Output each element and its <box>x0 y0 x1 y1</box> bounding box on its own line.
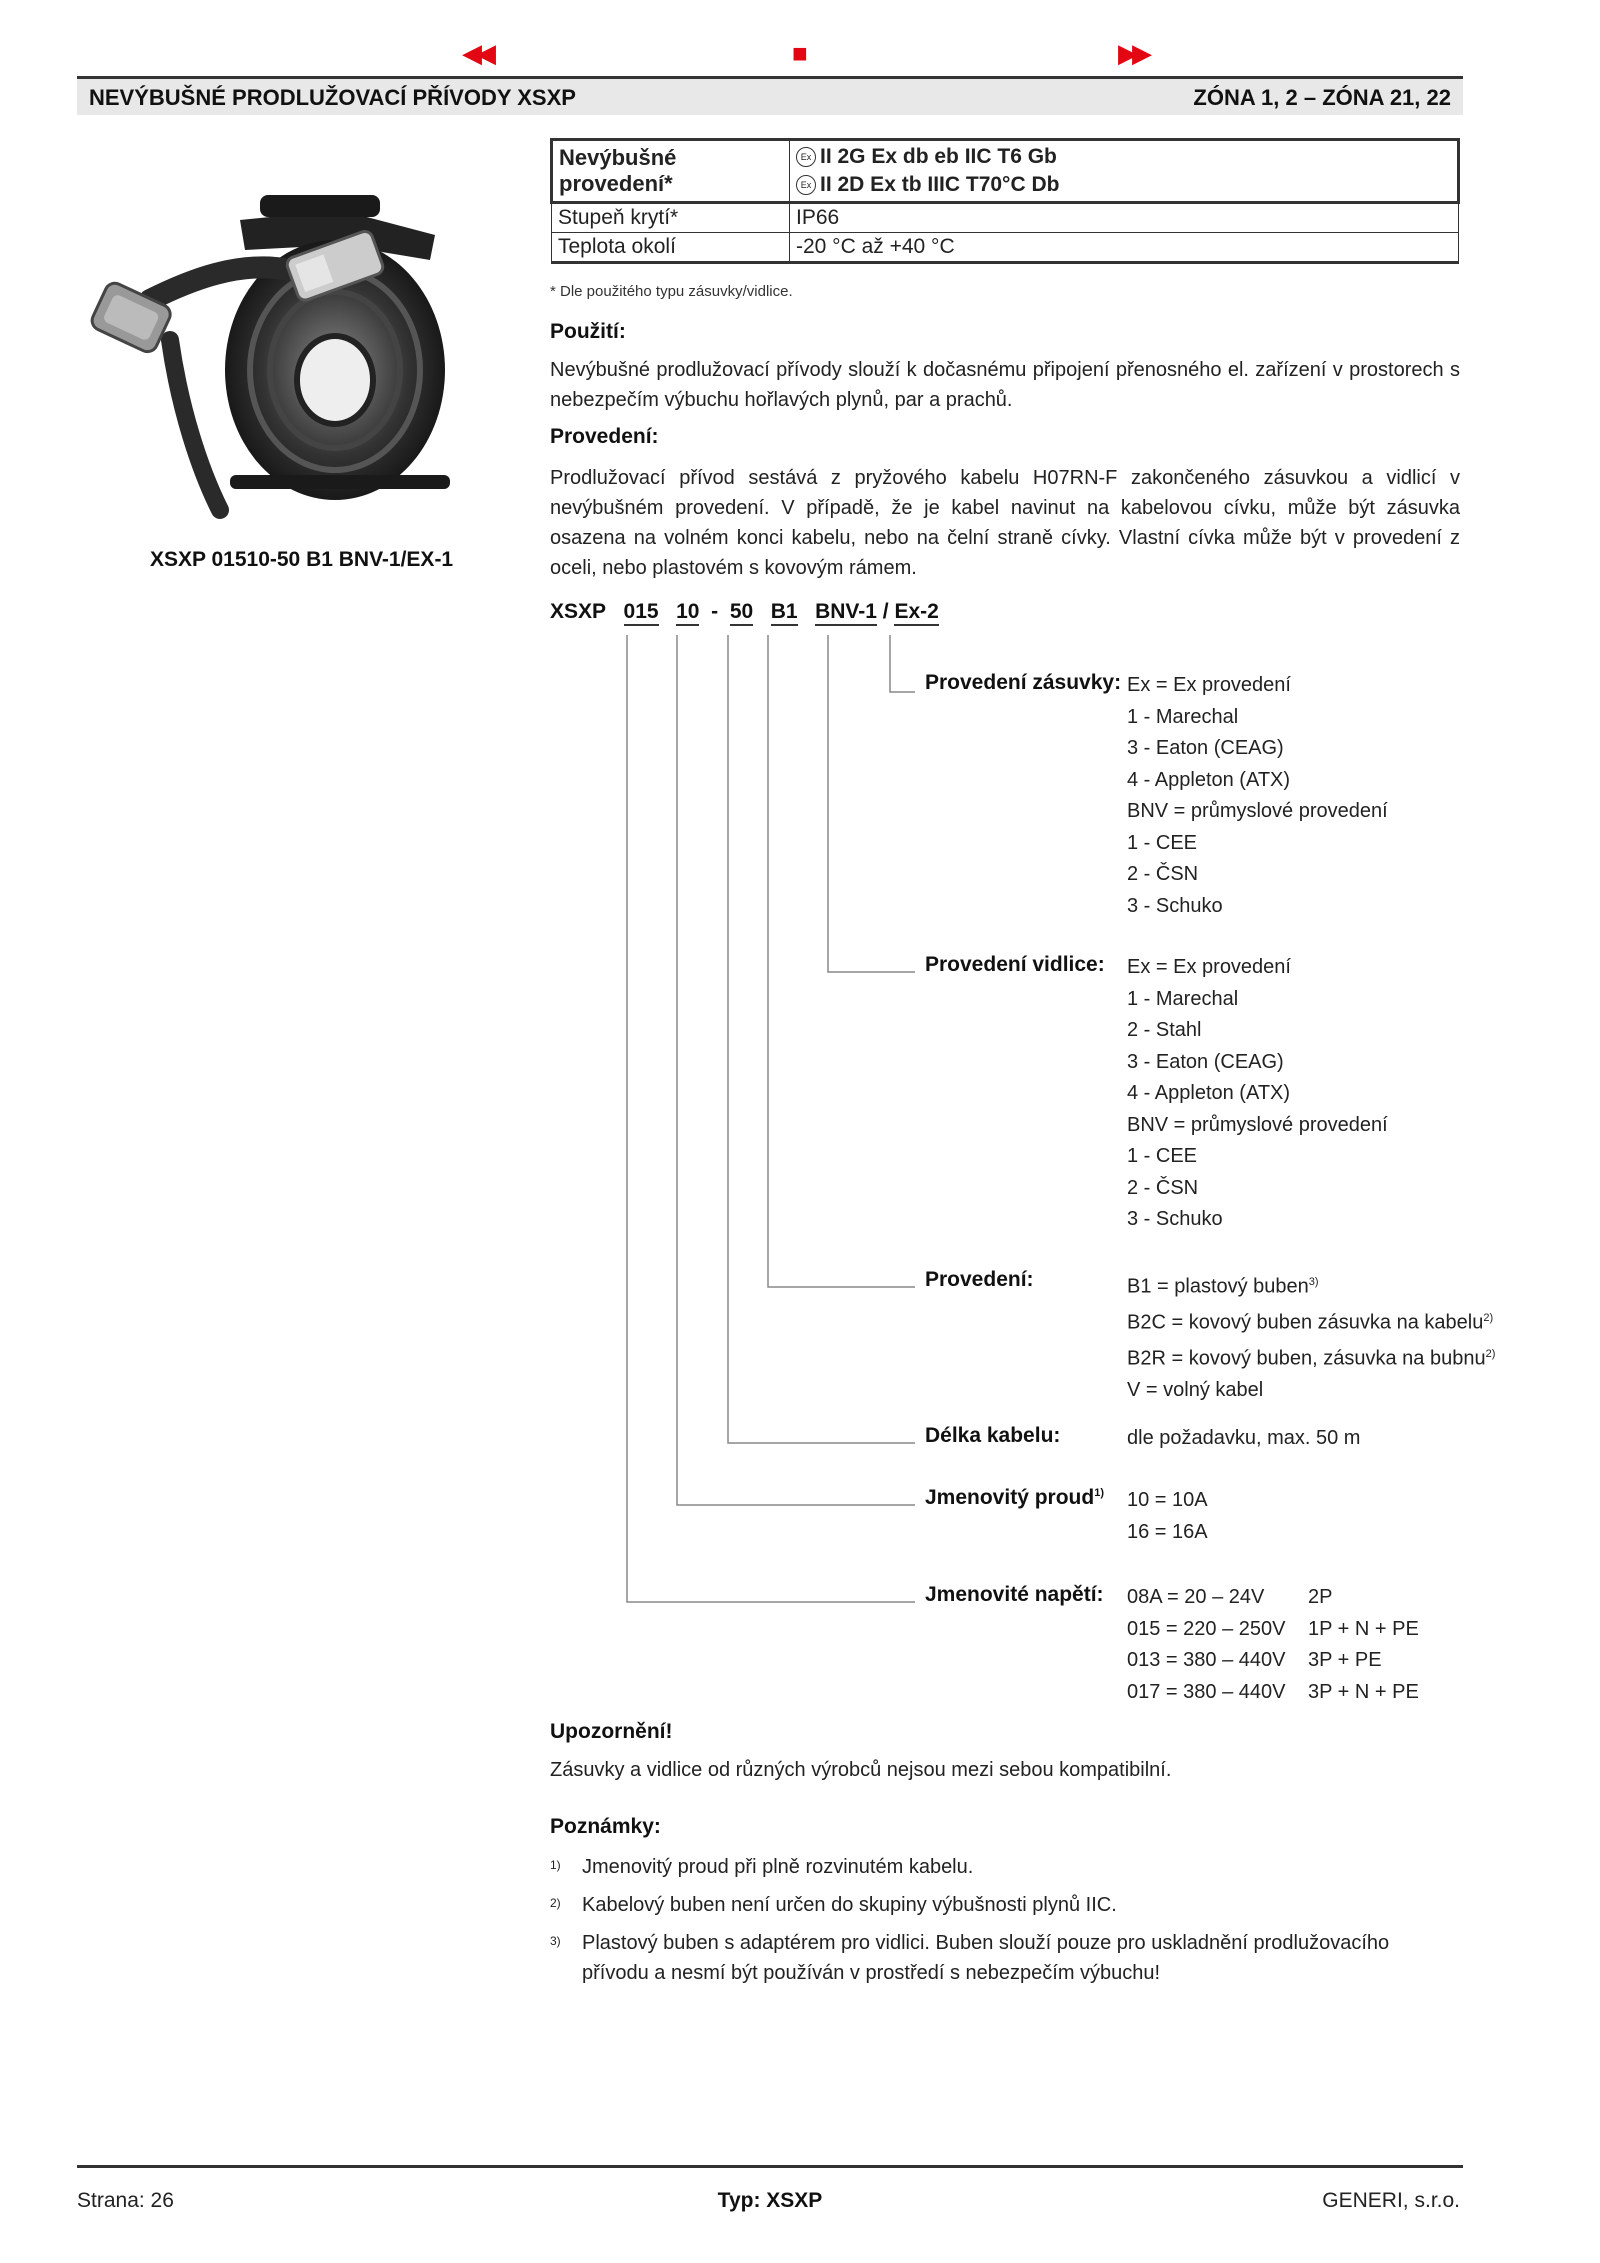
voltage-row: 017 = 380 – 440V 3P + N + PE <box>1127 1680 1419 1703</box>
voltage-row: 013 = 380 – 440V 3P + PE <box>1127 1649 1382 1671</box>
value-line: 1 - Marechal <box>1127 705 1239 728</box>
warning-heading: Upozornění! <box>550 1720 673 1743</box>
value-line: Ex = Ex provedení <box>1127 956 1291 978</box>
value-line: 2 - ČSN <box>1127 863 1199 885</box>
note-text: Plastový buben s adaptérem pro vidlici. Buben slouží pouze pro uskladnění prodlužovacího přívodu a nesmí být používán v prostředí s nebezpečím výbuchu! <box>582 1932 1390 1984</box>
value-line: 3 - Schuko <box>1127 894 1223 917</box>
value-line: BNV = průmyslové provedení <box>1127 800 1388 822</box>
value-line: 1 - Marechal <box>1127 987 1239 1010</box>
rated-current-label: Jmenovitý proud$^{1)}$ <box>925 1486 1104 1509</box>
value-line: B2C = kovový buben zásuvka na kabelu$^{2)}$ <box>1127 1311 1494 1334</box>
design-heading: Provedení: <box>550 425 659 448</box>
design-text: Prodlužovací přívod sestává z pryžového kabelu H07RN-F zakončeného zásuvkou a vidlicí v nevýbušném provedení. V případě, že je kabel navinut na kabelovou cívku, může být zásuvka osazena na volném konci kabelu, nebo na čelní straně cívky. Vlastní cívka může být v provedení z oceli, nebo plastovém s kovovým rámem. <box>550 467 1460 579</box>
stop-icon[interactable]: ■ <box>792 38 808 68</box>
product-caption: XSXP 01510-50 B1 BNV-1/EX-1 <box>150 548 454 571</box>
note-text: Jmenovitý proud při plně rozvinutém kabelu. <box>582 1856 974 1878</box>
value-line: dle požadavku, max. 50 m <box>1127 1427 1361 1449</box>
rated-voltage-label: Jmenovité napětí: <box>925 1583 1104 1606</box>
socket-design-values <box>1127 670 1388 922</box>
note-item <box>550 1852 1460 1882</box>
note-item <box>550 1928 1460 1988</box>
value-line: V = volný kabel <box>1127 1379 1264 1402</box>
value-line: 3 - Eaton (CEAG) <box>1127 1050 1284 1073</box>
spec-value: -20 °C až +40 °C <box>790 233 1459 263</box>
note-item <box>550 1890 1460 1920</box>
code-separator: - <box>711 600 719 623</box>
value-line: 2 - Stahl <box>1127 1019 1202 1041</box>
value-line: 3 - Schuko <box>1127 1208 1223 1230</box>
zone-label: ZÓNA 1, 2 – ZÓNA 21, 22 <box>1193 85 1451 110</box>
next-page-icon[interactable]: ▶▶ <box>1118 38 1146 68</box>
plug-design-label: Provedení vidlice: <box>925 953 1105 976</box>
note-number: 2) <box>550 1896 561 1910</box>
voltage-row: 015 = 220 – 250V 1P + N + PE <box>1127 1617 1419 1640</box>
warning-text: Zásuvky a vidlice od různých výrobců nejsou mezi sebou kompatibilní. <box>550 1759 1172 1781</box>
value-line: 4 - Appleton (ATX) <box>1127 1082 1291 1104</box>
voltage-row: 08A = 20 – 24V 2P <box>1127 1586 1333 1608</box>
previous-page-icon[interactable]: ◀◀ <box>462 38 490 68</box>
spec-footnote: * Dle použitého typu zásuvky/vidlice. <box>550 283 793 300</box>
code-segment-current: 10 <box>676 600 699 626</box>
code-separator: / <box>882 600 889 623</box>
spec-label: Stupeň krytí* <box>552 203 790 233</box>
note-text: Kabelový buben není určen do skupiny výbušnosti plynů IIC. <box>582 1894 1117 1916</box>
value-line: B2R = kovový buben, zásuvka na bubnu$^{2)}$ <box>1127 1347 1496 1370</box>
spec-value-line: II 2D Ex tb IIIC T70°C Db <box>820 173 1060 196</box>
value-line: 3 - Eaton (CEAG) <box>1127 737 1284 759</box>
value-line: 2 - ČSN <box>1127 1176 1199 1199</box>
footer-type: Typ: XSXP <box>717 2189 823 2212</box>
spec-value: IP66 <box>790 203 1459 233</box>
value-line: 10 = 10A <box>1127 1489 1208 1511</box>
cable-length-values <box>1127 1423 1360 1455</box>
code-segment-plug: BNV-1 <box>815 600 877 626</box>
note-number: 3) <box>550 1934 561 1948</box>
value-line: Ex = Ex provedení <box>1127 674 1291 696</box>
rated-current-values <box>1127 1485 1208 1548</box>
value-line: B1 = plastový buben$^{3)}$ <box>1127 1275 1319 1298</box>
footer-rule <box>77 2165 1463 2168</box>
spec-label: Teplota okolí <box>552 233 790 263</box>
ex-mark-icon: Ex <box>796 175 816 195</box>
notes-heading: Poznámky: <box>550 1815 661 1838</box>
value-line: 16 = 16A <box>1127 1520 1208 1543</box>
value-line: BNV = průmyslové provedení <box>1127 1113 1388 1136</box>
notes-list <box>550 1852 1460 1996</box>
spec-label: Nevýbušné provedení* <box>552 140 790 203</box>
code-prefix: XSXP <box>550 600 607 623</box>
company-name: GENERI, s.r.o. <box>1322 2189 1460 2212</box>
reel-design-values <box>1127 1267 1495 1407</box>
value-line: 1 - CEE <box>1127 1145 1198 1167</box>
reel-design-label: Provedení: <box>925 1268 1034 1291</box>
code-segment-socket: Ex-2 <box>894 600 938 626</box>
plug-design-values <box>1127 952 1388 1236</box>
usage-text: Nevýbušné prodlužovací přívody slouží k dočasnému připojení přenosného el. zařízení v prostorech s nebezpečím výbuchu hořlavých plynů, par a prachů. <box>550 359 1460 411</box>
spec-value-line: II 2G Ex db eb IIC T6 Gb <box>820 145 1057 168</box>
code-segment-length: 50 <box>730 600 753 626</box>
cable-length-label: Délka kabelu: <box>925 1424 1061 1447</box>
code-segment-voltage: 015 <box>624 600 659 626</box>
note-number: 1) <box>550 1858 561 1872</box>
page-number: Strana: 26 <box>77 2189 174 2212</box>
usage-heading: Použití: <box>550 320 626 343</box>
socket-design-label: Provedení zásuvky: <box>925 671 1122 694</box>
rated-voltage-values <box>1127 1582 1419 1708</box>
value-line: 1 - CEE <box>1127 831 1198 854</box>
ex-mark-icon: Ex <box>796 147 816 167</box>
code-segment-design: B1 <box>771 600 798 626</box>
page-title: NEVÝBUŠNÉ PRODLUŽOVACÍ PŘÍVODY XSXP <box>89 85 576 110</box>
value-line: 4 - Appleton (ATX) <box>1127 768 1291 791</box>
